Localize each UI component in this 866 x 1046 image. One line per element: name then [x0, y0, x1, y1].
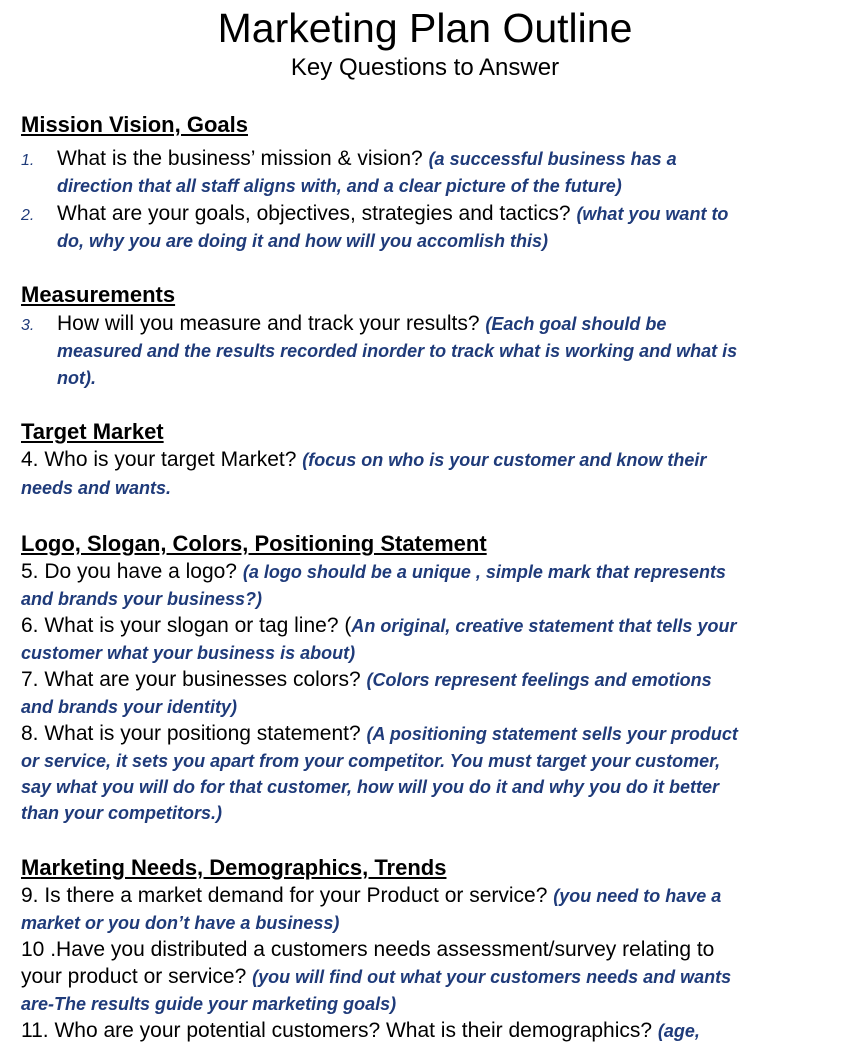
question-8-note-cont-2: say what you will do for that customer, how will you do it and why you do it better: [21, 777, 720, 797]
question-11: [21, 1018, 700, 1044]
question-note: (A positioning statement sells your product: [366, 724, 738, 744]
question-text: What is the business’ mission & vision?: [57, 147, 423, 170]
question-1: [21, 146, 677, 174]
section-heading-needs: Marketing Needs, Demographics, Trends: [21, 855, 447, 880]
question-6-note-cont: customer what your business is about): [21, 643, 356, 663]
question-8-note-cont-3: than your competitors.): [21, 803, 223, 823]
question-note: (a logo should be a unique , simple mark that represents: [242, 562, 726, 582]
section-heading-logo: Logo, Slogan, Colors, Positioning Statement: [21, 531, 487, 556]
section-heading-mission: Mission Vision, Goals: [21, 112, 248, 137]
question-4: [21, 447, 706, 473]
section-heading-measurements: Measurements: [21, 282, 176, 307]
question-5-note-cont: and brands your business?): [21, 589, 263, 609]
question-note: (what you want to: [576, 204, 729, 224]
question-6: [21, 613, 736, 639]
question-number: 3.: [21, 317, 35, 334]
page-title: Marketing Plan Outline: [217, 5, 633, 51]
question-7: [21, 667, 712, 693]
question-4-note-cont: needs and wants.: [21, 478, 172, 498]
question-text: What are your goals, objectives, strategies and tactics?: [57, 202, 571, 225]
question-10: 10 .Have you distributed a customers needs assessment/survey relating to: [21, 938, 715, 961]
question-note: (Colors represent feelings and emotions: [366, 670, 712, 690]
question-3-note-cont: measured and the results recorded inorder to track what is working and what is: [57, 341, 738, 361]
question-1-note-cont: direction that all staff aligns with, and a clear picture of the future): [57, 176, 622, 196]
question-9: [21, 883, 721, 909]
question-9-note-cont: market or you don’t have a business): [21, 913, 340, 933]
question-text: 8. What is your positiong statement?: [21, 722, 361, 745]
question-text: your product or service?: [21, 965, 247, 988]
question-text: 11. Who are your potential customers? What is their demographics?: [21, 1019, 653, 1042]
question-7-note-cont: and brands your identity): [21, 697, 238, 717]
question-5: [21, 559, 726, 585]
question-2: [21, 201, 728, 229]
question-number: 1.: [21, 152, 35, 169]
question-3: [21, 311, 666, 339]
question-note: An original, creative statement that tells your: [351, 616, 737, 636]
question-text: How will you measure and track your results?: [57, 312, 480, 335]
question-note: (a successful business has a: [428, 149, 677, 169]
question-8: [21, 721, 738, 747]
question-note: (age,: [657, 1021, 700, 1041]
question-text: 7. What are your businesses colors?: [21, 668, 361, 691]
question-text: 6. What is your slogan or tag line? (: [21, 614, 352, 637]
question-note: (Each goal should be: [485, 314, 667, 334]
question-text: 4. Who is your target Market?: [21, 448, 297, 471]
question-note: (focus on who is your customer and know their: [302, 450, 707, 470]
question-number: 2.: [21, 207, 35, 224]
question-text: 9. Is there a market demand for your Product or service?: [21, 884, 548, 907]
page-subtitle: Key Questions to Answer: [290, 54, 560, 81]
question-text: 5. Do you have a logo?: [21, 560, 237, 583]
question-note: (you will find out what your customers needs and wants: [252, 967, 732, 987]
question-10-line-2: [21, 964, 731, 990]
section-heading-target-market: Target Market: [21, 419, 164, 444]
question-10-note-cont: are-The results guide your marketing goals): [21, 994, 397, 1014]
question-note: (you need to have a: [553, 886, 722, 906]
question-3-note-cont-2: not).: [57, 368, 96, 388]
question-2-note-cont: do, why you are doing it and how will you accomlish this): [57, 231, 549, 251]
question-8-note-cont: or service, it sets you apart from your competitor. You must target your customer,: [21, 751, 721, 771]
